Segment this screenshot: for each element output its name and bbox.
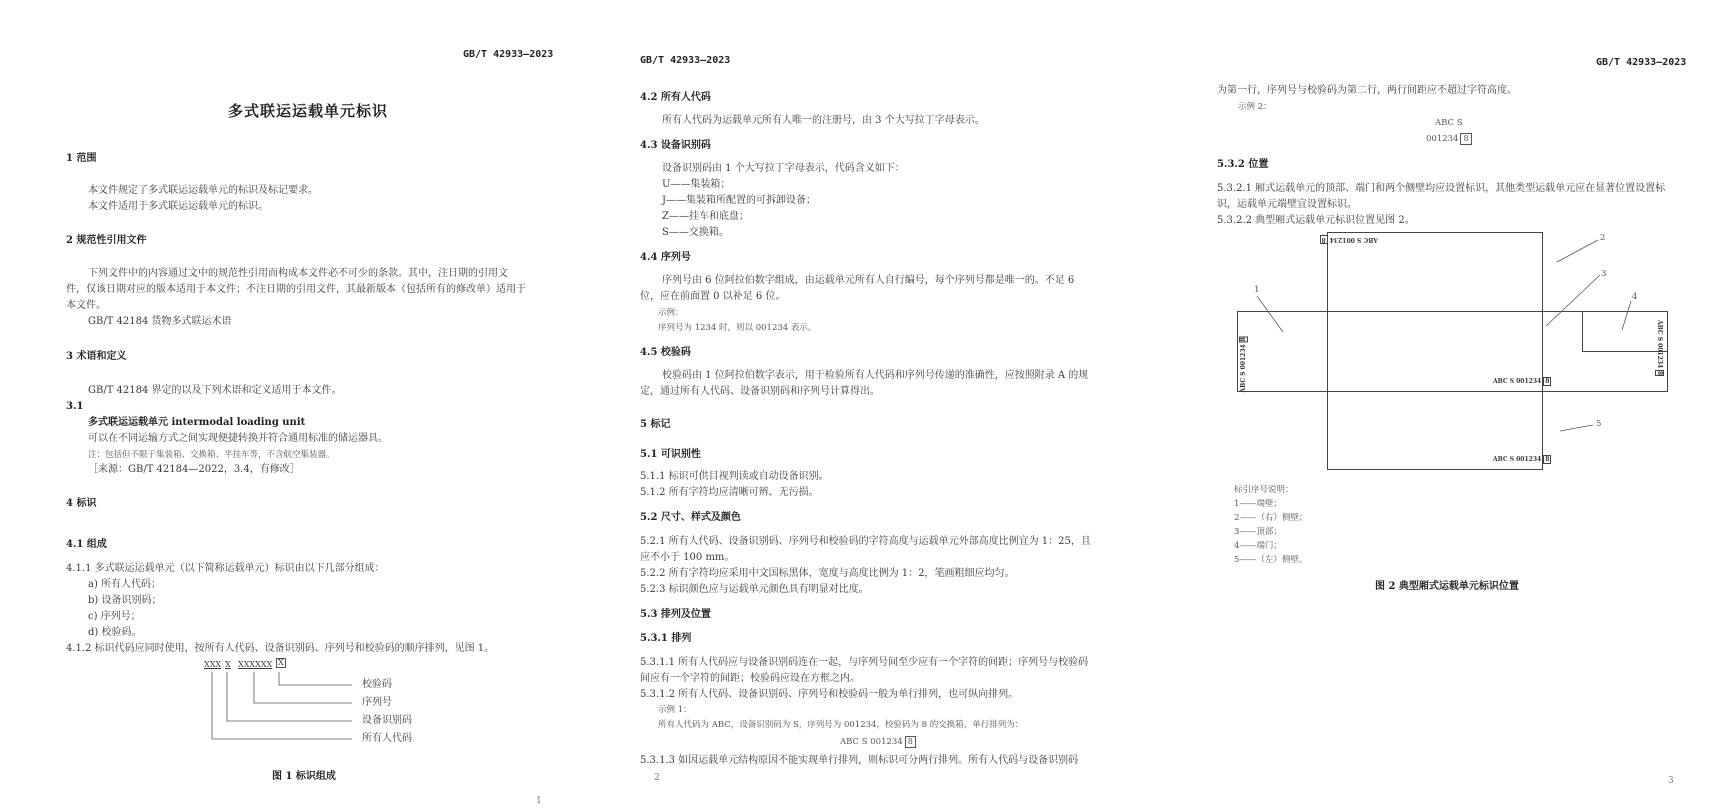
section-5-3-1-heading: 5.3.1 排列	[640, 633, 692, 644]
example-check-digit: 8	[905, 736, 916, 748]
paragraph: 下列文件中的内容通过文中的规范性引用而构成本文件必不可少的条款。其中，注日期的引用文	[88, 268, 508, 279]
paragraph: GB/T 42184 界定的以及下列术语和定义适用于本文件。	[88, 385, 342, 396]
callout-1: 1	[1254, 285, 1260, 295]
clause: 5.1.2 所有字符均应清晰可辨、无污损。	[640, 487, 819, 498]
example-serial: 001234	[1426, 134, 1459, 144]
clause: 识，运载单元端壁宜设置标识。	[1217, 199, 1357, 210]
right-mark-text: ABC S 001234	[1656, 320, 1663, 369]
left-mark-check: 8	[1240, 337, 1247, 342]
clause: 5.2.3 标识颜色应与运载单元颜色具有明显对比度。	[640, 584, 869, 595]
example-code	[840, 735, 916, 749]
page-header: GB/T 42933—2023	[640, 55, 731, 66]
paragraph: 件，仅该日期对应的版本适用于本文件；不注日期的引用文件，其最新版本（包括所有的修改单）适用于	[66, 284, 526, 295]
clause: 5.2.1 所有人代码、设备识别码、序列号和校验码的字符高度与运载单元外部高度比例宜为 1：25，且	[640, 536, 1091, 547]
section-4-2-heading: 4.2 所有人代码	[640, 92, 711, 103]
term-name: 多式联运运载单元 intermodal loading unit	[88, 417, 306, 428]
example-line-1: ABC S	[1435, 118, 1463, 128]
paragraph: 本文件。	[66, 300, 106, 311]
section-5-3-heading: 5.3 排列及位置	[640, 609, 711, 620]
list-item: U——集装箱；	[662, 179, 731, 190]
clause: 5.3.1.1 所有人代码应与设备识别码连在一起，与序列号间至少应有一个字符的间距；序列号与校验码	[640, 657, 1089, 668]
section-4-4-heading: 4.4 序列号	[640, 252, 691, 263]
paragraph: 校验码由 1 位阿拉伯数字表示，用于检验所有人代码和序列号传递的准确性，应按照附录 A 的规	[662, 370, 1089, 381]
section-4-heading: 4 标识	[66, 498, 97, 509]
example-label: 示例：	[658, 308, 684, 318]
section-5-heading: 5 标记	[640, 419, 671, 430]
example-text: 所有人代码为 ABC，设备识别码为 S，序列号为 001234，校验码为 8 的交换箱，单行排列为：	[658, 720, 1024, 730]
page-header: GB/T 42933—2023	[463, 49, 554, 60]
callout-4: 4	[1632, 292, 1638, 302]
callout-3: 3	[1601, 269, 1607, 279]
page-number: 1	[536, 796, 542, 806]
list-item: c) 序列号；	[88, 611, 141, 622]
list-item: b) 设备识别码；	[88, 595, 162, 606]
figure-2-caption: 图 2 典型厢式运载单元标识位置	[1375, 581, 1519, 592]
top-mark-text: ABC S 001234	[1329, 236, 1378, 243]
page-header: GB/T 42933—2023	[1596, 57, 1687, 68]
term-number: 3.1	[66, 401, 84, 412]
legend-item: 3——顶部；	[1234, 527, 1282, 537]
legend-title: 标引序号说明：	[1234, 485, 1294, 495]
example-text: 序列号为 1234 时，则以 001234 表示。	[658, 323, 817, 333]
callout-1-bottom: 5	[1596, 419, 1602, 429]
paragraph: 本文件适用于多式联运运载单元的标识。	[88, 201, 268, 212]
list-item: J——集装箱所配置的可拆卸设备；	[662, 195, 817, 206]
list-item: a) 所有人代码；	[88, 579, 162, 590]
code-owner: XXX	[204, 660, 222, 669]
paragraph: 为第一行，序列号与校验码为第二行，两行间距应不超过字符高度。	[1217, 85, 1517, 96]
mid-mark-text: ABC S 001234	[1493, 378, 1542, 385]
mid-mark-check: 8	[1545, 378, 1550, 385]
figure-2-leader-lines	[1160, 0, 1735, 811]
clause: 5.3.1.3 如因运载单元结构原因不能实现单行排列，则标识可分两行排列。所有人代码与设备识别码	[640, 755, 1079, 766]
document-title: 多式联运运载单元标识	[228, 102, 389, 120]
section-5-3-2-heading: 5.3.2 位置	[1217, 159, 1269, 170]
left-mark-text: ABC S 001234	[1240, 344, 1247, 393]
callout-2: 2	[1600, 233, 1606, 243]
section-4-1-heading: 4.1 组成	[66, 539, 107, 550]
section-3-heading: 3 术语和定义	[66, 351, 127, 362]
section-4-3-heading: 4.3 设备识别码	[640, 140, 711, 151]
term-definition: 可以在不同运输方式之间实现便捷转换并符合通用标准的储运器具。	[88, 433, 388, 444]
top-mark-check: 8	[1321, 236, 1326, 243]
clause: 5.3.1.2 所有人代码、设备识别码、序列号和校验码一般为单行排列，也可纵向排列。	[640, 689, 1019, 700]
paragraph: 设备识别码由 1 个大写拉丁字母表示，代码含义如下：	[662, 163, 905, 174]
clause: 应不小于 100 mm。	[640, 552, 735, 563]
page-2	[580, 0, 1160, 811]
figure-1-leader-lines	[0, 0, 580, 811]
right-mark-check: 8	[1656, 371, 1663, 376]
list-item: S——交换箱。	[662, 227, 729, 238]
paragraph: 所有人代码为运载单元所有人唯一的注册号，由 3 个大写拉丁字母表示。	[662, 115, 985, 126]
normative-reference: GB/T 42184 货物多式联运术语	[88, 316, 232, 327]
list-item: d) 校验码。	[88, 627, 142, 638]
page-3	[1160, 0, 1735, 811]
code-serial: XXXXXX	[238, 660, 273, 669]
example-label: 示例 1：	[658, 705, 692, 715]
bottom-mark-check: 8	[1545, 456, 1550, 463]
term-source: ［来源：GB/T 42184—2022，3.4，有修改］	[88, 464, 300, 475]
list-item: Z——挂车和底盘；	[662, 211, 749, 222]
clause: 5.3.2.1 厢式运载单元的顶部、端门和两个侧壁均应设置标识，其他类型运载单元应在显著位置设置标	[1217, 183, 1666, 194]
label-owner-code: 所有人代码	[362, 733, 412, 744]
paragraph: 本文件规定了多式联运运载单元的标识及标记要求。	[88, 185, 318, 196]
paragraph: 位，应在前面置 0 以补足 6 位。	[640, 291, 786, 302]
code-device: X	[225, 660, 231, 669]
section-4-5-heading: 4.5 校验码	[640, 347, 691, 358]
clause: 5.3.2.2 典型厢式运载单元标识位置见图 2。	[1217, 215, 1415, 226]
page-1	[0, 0, 580, 811]
legend-item: 4——端门；	[1234, 541, 1282, 551]
legend-item: 2——（右）侧壁；	[1234, 513, 1308, 523]
example-label: 示例 2：	[1238, 102, 1272, 112]
section-1-heading: 1 范围	[66, 153, 97, 164]
example-check-digit: 8	[1460, 133, 1471, 145]
term-note: 注：包括但不限于集装箱、交换箱、半挂车等，不含航空集装器。	[88, 450, 335, 460]
section-2-heading: 2 规范性引用文件	[66, 235, 147, 246]
clause: 4.1.1 多式联运运载单元（以下简称运载单元）标识由以下几部分组成：	[66, 563, 385, 574]
legend-item: 5——（左）侧壁。	[1234, 555, 1308, 565]
example-code-text: ABC S 001234	[840, 737, 903, 747]
bottom-mark-text: ABC S 001234	[1493, 456, 1542, 463]
paragraph: 序列号由 6 位阿拉伯数字组成，由运载单元所有人自行编号，每个序列号都是唯一的。不足 6	[662, 275, 1075, 286]
section-5-1-heading: 5.1 可识别性	[640, 449, 701, 460]
legend-item: 1——端壁；	[1234, 499, 1282, 509]
figure-1-caption: 图 1 标识组成	[272, 771, 336, 782]
page-number: 2	[654, 773, 660, 783]
clause: 间应有一个字符的间距；校验码应设在方框之内。	[640, 673, 860, 684]
clause: 5.1.1 标识可供目视判读或自动设备识别。	[640, 471, 829, 482]
label-check-code: 校验码	[362, 679, 392, 690]
label-serial: 序列号	[362, 697, 392, 708]
page-number: 3	[1668, 776, 1674, 786]
clause: 5.2.2 所有字符均应采用中文国标黑体，宽度与高度比例为 1：2，笔画粗细应均匀。	[640, 568, 1015, 579]
code-check: X	[278, 658, 284, 667]
clause: 4.1.2 标识代码应同时使用，按所有人代码、设备识别码、序列号和校验码的顺序排列，见图 1。	[66, 643, 495, 654]
label-device-code: 设备识别码	[362, 715, 412, 726]
section-5-2-heading: 5.2 尺寸、样式及颜色	[640, 512, 741, 523]
paragraph: 定，通过所有人代码、设备识别码和序列号计算得出。	[640, 386, 880, 397]
